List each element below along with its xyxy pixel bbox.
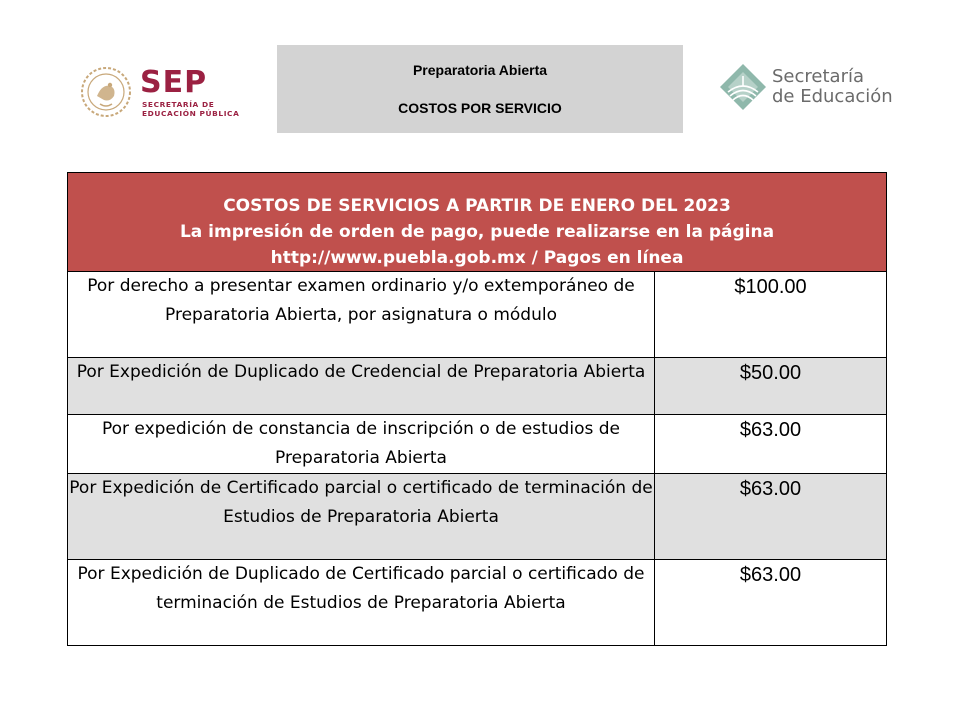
- service-price: $100.00: [655, 272, 887, 358]
- table-row: [68, 474, 887, 560]
- title-box: [277, 45, 683, 133]
- costs-table: [67, 172, 887, 646]
- service-price: $63.00: [655, 474, 887, 560]
- page-title: Preparatoria Abierta: [412, 62, 548, 78]
- page-subtitle: COSTOS POR SERVICIO: [398, 100, 562, 116]
- table-header-line: La impresión de orden de pago, puede realizarse en la página: [179, 222, 775, 242]
- table-header-line: http://www.puebla.gob.mx / Pagos en línea: [270, 248, 684, 268]
- service-description: Por Expedición de Duplicado de Certificado parcial o certificado de terminación de Estudios de Preparatoria Abierta: [68, 560, 655, 646]
- sep-subtitle-line2: EDUCACIÓN PÚBLICA: [142, 109, 240, 118]
- sep-logo: [80, 66, 240, 124]
- table-header-cell: [68, 173, 887, 272]
- sep-wordmark: SEP: [140, 65, 208, 100]
- secretaria-logo: [718, 62, 908, 112]
- service-price: $63.00: [655, 415, 887, 474]
- service-description: Por expedición de constancia de inscripción o de estudios de Preparatoria Abierta: [68, 415, 655, 474]
- secretaria-wordmark: [772, 67, 893, 107]
- service-description: Por Expedición de Duplicado de Credencial de Preparatoria Abierta: [68, 358, 655, 415]
- table-header-line: COSTOS DE SERVICIOS A PARTIR DE ENERO DEL 2023: [223, 196, 731, 216]
- secretaria-emblem-icon: [718, 62, 768, 112]
- mexico-coat-of-arms-icon: [80, 66, 132, 118]
- secretaria-line2: de Educación: [772, 86, 893, 107]
- table-row: [68, 560, 887, 646]
- table-row: [68, 358, 887, 415]
- table-row: [68, 272, 887, 358]
- service-price: $50.00: [655, 358, 887, 415]
- sep-subtitle-line1: SECRETARÍA DE: [142, 100, 215, 109]
- service-description: Por derecho a presentar examen ordinario y/o extemporáneo de Preparatoria Abierta, por asignatura o módulo: [68, 272, 655, 358]
- service-price: $63.00: [655, 560, 887, 646]
- table-row: [68, 415, 887, 474]
- table-header-row: [68, 173, 887, 272]
- secretaria-line1: Secretaría: [772, 66, 864, 87]
- sep-subtitle: [142, 100, 239, 118]
- service-description: Por Expedición de Certificado parcial o certificado de terminación de Estudios de Preparatoria Abierta: [68, 474, 655, 560]
